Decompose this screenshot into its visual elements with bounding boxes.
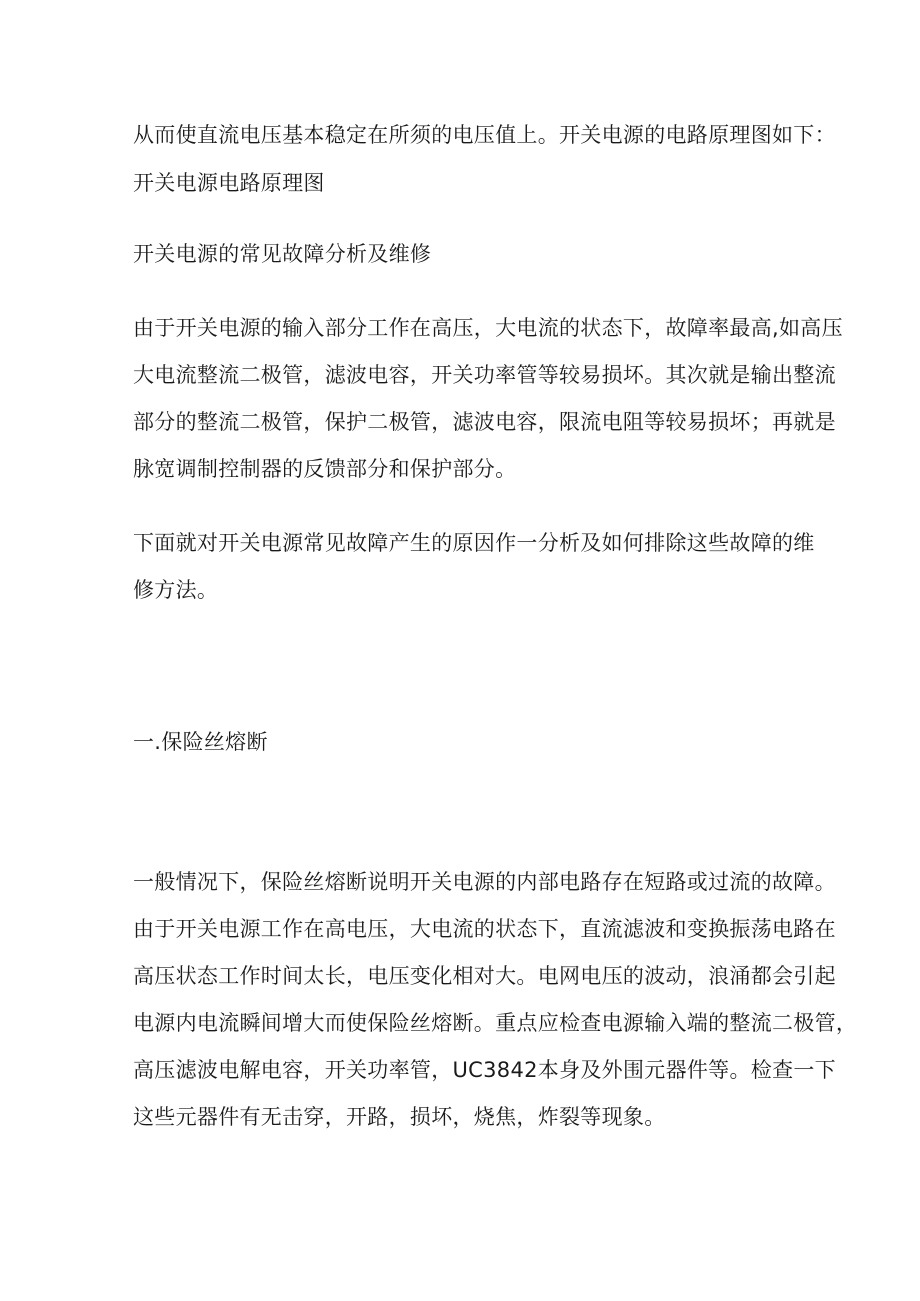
intro-line-2-figure-caption: 开关电源电路原理图 <box>133 171 325 195</box>
paragraph-2-line-1: 下面就对开关电源常见故障产生的原因作一分析及如何排除这些故障的维 <box>133 531 815 555</box>
paragraph-3-line-2: 由于开关电源工作在高电压，大电流的状态下，直流滤波和变换振荡电路在 <box>133 917 836 941</box>
paragraph-3-line-1: 一般情况下，保险丝熔断说明开关电源的内部电路存在短路或过流的故障。 <box>133 870 836 894</box>
paragraph-1-line-2: 大电流整流二极管，滤波电容，开关功率管等较易损坏。其次就是输出整流 <box>133 363 836 387</box>
heading-fuse-blown: 一.保险丝熔断 <box>133 730 268 754</box>
paragraph-1-line-4: 脉宽调制控制器的反馈部分和保护部分。 <box>133 457 517 481</box>
paragraph-3-line-4: 电源内电流瞬间增大而使保险丝熔断。重点应检查电源输入端的整流二极管， <box>133 1011 858 1035</box>
paragraph-2-line-2: 修方法。 <box>133 578 219 602</box>
paragraph-3-line-6: 这些元器件有无击穿，开路，损坏，烧焦，炸裂等现象。 <box>133 1105 666 1129</box>
intro-line-1: 从而使直流电压基本稳定在所须的电压值上。开关电源的电路原理图如下： <box>133 123 836 147</box>
section-title: 开关电源的常见故障分析及维修 <box>133 242 432 266</box>
paragraph-1-line-3: 部分的整流二极管，保护二极管，滤波电容，限流电阻等较易损坏；再就是 <box>133 410 836 434</box>
paragraph-3-line-3: 高压状态工作时间太长，电压变化相对大。电网电压的波动，浪涌都会引起 <box>133 964 836 988</box>
paragraph-1-line-1: 由于开关电源的输入部分工作在高压，大电流的状态下，故障率最高,如高压 <box>133 316 843 340</box>
paragraph-3-line-5: 高压滤波电解电容，开关功率管，UC3842本身及外围元器件等。检查一下 <box>133 1058 836 1082</box>
